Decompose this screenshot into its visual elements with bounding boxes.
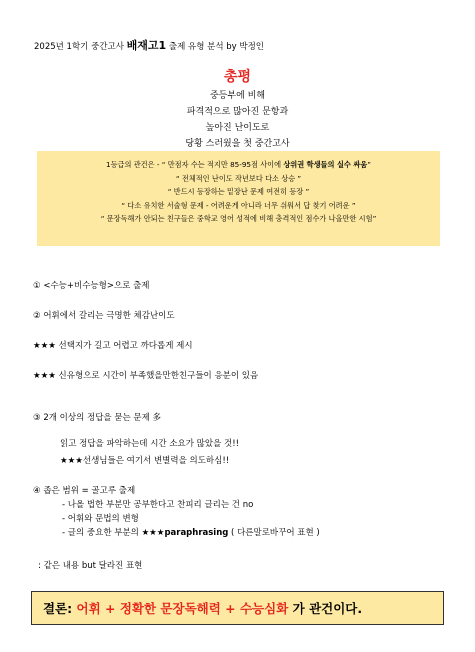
item-5-detail-line: ★★★선생님들은 여기서 변별력을 의도하심!!	[60, 456, 230, 466]
header-suffix: 출제 유형 분석 by 박정인	[168, 42, 265, 52]
conclusion-suffix: 가 관건이다.	[292, 601, 363, 616]
box-line-4: “ 다소 유치한 서술형 문제 - 어려운게 아니라 너무 쉬워서 답 찾기 어려운 ”	[121, 200, 356, 210]
highlight-box	[37, 151, 440, 246]
evaluation-title: 총평	[223, 69, 252, 85]
analysis-item-7: : 같은 내용 but 달라진 표현	[38, 561, 143, 571]
item-5-detail	[60, 436, 239, 470]
box-line-1-emphasis: 상위권 학생들의 실수 싸움	[283, 160, 368, 169]
item-6-bullets	[62, 498, 320, 540]
evaluation-summary	[0, 88, 475, 152]
bullet-suffix: ( 다른말로바꾸어 표현 )	[228, 528, 320, 538]
item-6-bullet: - 어휘와 문법의 변형	[62, 514, 139, 524]
conclusion-label: 결론:	[43, 601, 73, 616]
analysis-item-5: ③ 2개 이상의 정답을 묻는 문제 多	[33, 413, 162, 423]
bullet-prefix: - 글의 중요한 부분의 ★★★	[62, 528, 165, 538]
analysis-item-6: ④ 좁은 범위 = 골고루 출제	[33, 486, 136, 496]
analysis-item-1: ① <수능+비수능형>으로 출제	[33, 281, 150, 291]
box-line-1	[37, 158, 440, 172]
document-header	[34, 37, 264, 53]
analysis-item-3: ★★★ 선택지가 길고 어렵고 까다롭게 제시	[33, 341, 193, 351]
box-line-2: “ 전체적인 난이도 작년보다 다소 상승 ”	[175, 173, 302, 183]
analysis-item-4: ★★★ 신유형으로 시간이 부족했을만한친구들이 응분이 있음	[33, 371, 259, 381]
header-school: 배재고1	[126, 39, 167, 52]
box-line-3: “ 반드시 등장하는 밑장난 문제 여전히 등장 ”	[167, 187, 310, 197]
summary-line: 중등부에 비해	[209, 91, 266, 101]
analysis-item-2: ② 어휘에서 갈리는 극명한 체감난이도	[33, 311, 175, 321]
item-5-detail-line: 읽고 정답을 파악하는데 시간 소요가 많았을 것!!	[60, 439, 240, 449]
summary-line: 높아진 난이도로	[205, 123, 270, 133]
item-6-bullet: - 나올 법한 부분만 공부한다고 찬피리 글리는 건 no	[62, 500, 254, 510]
box-line-1-suffix: ”	[367, 160, 371, 169]
box-line-1-prefix: 1등급의 관건은 - “ 만점자 수는 적지만 85-95점 사이에	[106, 160, 284, 169]
conclusion-box	[31, 591, 444, 625]
conclusion-emphasis: 어휘 + 정확한 문장독해력 + 수능심화	[76, 601, 289, 616]
box-line-5: “ 문장독해가 안되는 친구들은 중학교 영어 성적에 비해 충격적인 점수가 나올만한 시험”	[100, 214, 377, 224]
bullet-strong: paraphrasing	[164, 528, 229, 538]
header-prefix: 2025년 1학기 중간고사	[34, 42, 124, 52]
summary-line: 당황 스러웠을 첫 중간고사	[185, 139, 290, 149]
item-6-bullet	[62, 526, 320, 540]
summary-line: 파격적으로 많아진 문항과	[186, 107, 289, 117]
